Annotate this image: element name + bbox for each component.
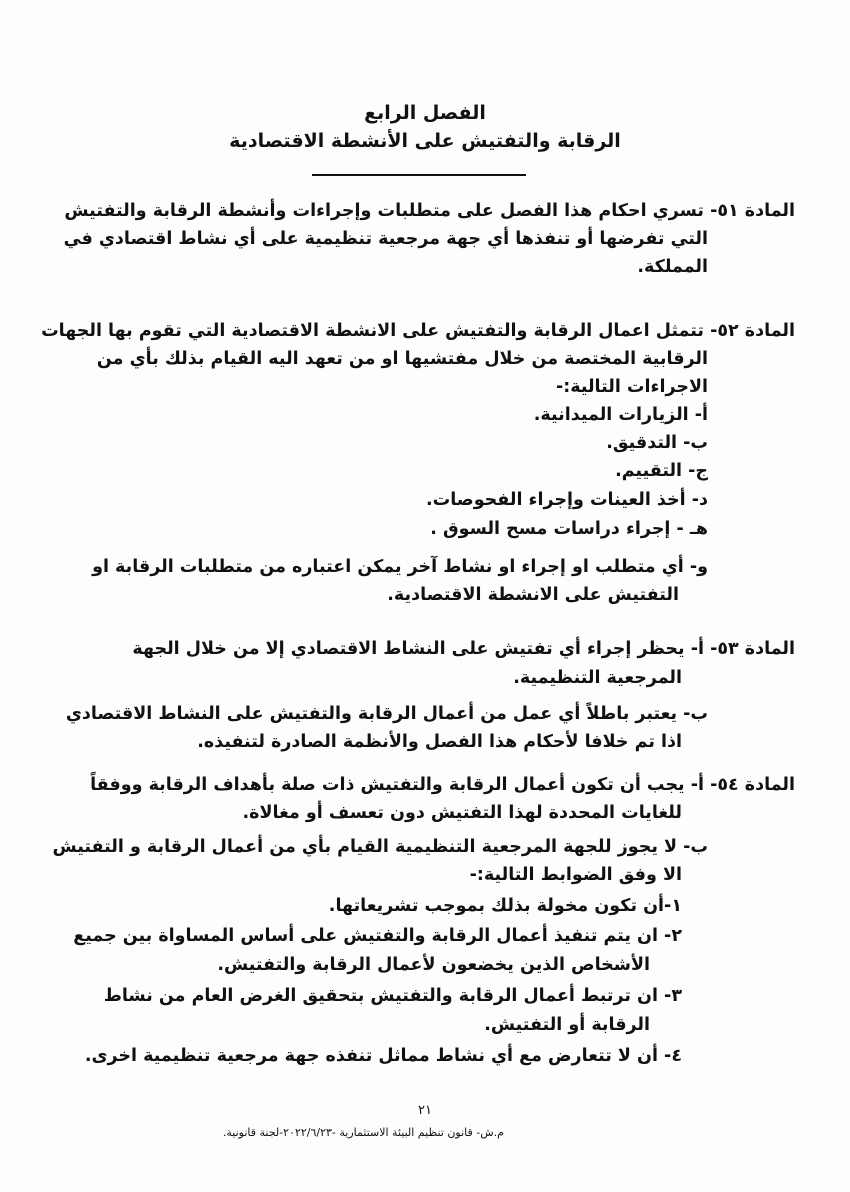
article-52-item-b: ب- التدقيق. bbox=[606, 433, 708, 453]
article-53-item-b-line-2: اذا تم خلافا لأحكام هذا الفصل والأنظمة الصادرة لتنفيذه. bbox=[197, 732, 682, 752]
page-number: ٢١ bbox=[418, 1103, 432, 1118]
article-52-item-e: هـ - إجراء دراسات مسح السوق . bbox=[430, 519, 708, 539]
article-52-line-2: الرقابية المختصة من خلال مفتشيها او من تعهد اليه القيام بذلك بأي من bbox=[96, 349, 708, 369]
article-54-item-b-line-2: الا وفق الضوابط التالية:- bbox=[469, 865, 682, 885]
article-52-item-d: د- أخذ العينات وإجراء الفحوصات. bbox=[425, 490, 708, 510]
article-54-item-4: ٤- أن لا تتعارض مع أي نشاط مماثل تنفذه جهة مرجعية تنظيمية اخرى. bbox=[84, 1046, 682, 1066]
article-52-item-a: أ- الزيارات الميدانية. bbox=[533, 405, 708, 425]
article-54-item-b-line-1: ب- لا يجوز للجهة المرجعية التنظيمية القيام بأي من أعمال الرقابة و التفتيش bbox=[52, 837, 708, 857]
chapter-subtitle: الرقابة والتفتيش على الأنشطة الاقتصادية bbox=[229, 130, 621, 152]
article-54-item-2-line-2: الأشخاص الذين يخضعون لأعمال الرقابة والتفتيش. bbox=[217, 955, 650, 975]
article-54-item-1: ١-أن تكون مخولة بذلك بموجب تشريعاتها. bbox=[328, 896, 682, 916]
article-53-line-2: المرجعية التنظيمية. bbox=[513, 668, 682, 688]
article-52-item-c: ج- التقييم. bbox=[615, 461, 708, 481]
article-52-item-f-line-2: التفتيش على الانشطة الاقتصادية. bbox=[387, 585, 679, 605]
article-54-item-3-line-2: الرقابة أو التفتيش. bbox=[484, 1015, 650, 1035]
chapter-title: الفصل الرابع bbox=[364, 102, 486, 124]
footer-note: م.ش- قانون تنظيم البيئة الاستثمارية -٢٠٢٢/٦/٢٣-لجنة قانونية. bbox=[222, 1126, 504, 1139]
article-51-line-2: التي تفرضها أو تنفذها أي جهة مرجعية تنظيمية على أي نشاط اقتصادي في bbox=[63, 229, 708, 249]
article-54-line-2: للغايات المحددة لهذا التفتيش دون تعسف أو مغالاة. bbox=[242, 803, 682, 823]
article-52-line-1: المادة ٥٢- تتمثل اعمال الرقابة والتفتيش على الانشطة الاقتصادية التي تقوم بها الجهات bbox=[41, 321, 795, 341]
article-51-line-3: المملكة. bbox=[637, 257, 708, 277]
article-52-line-3: الاجراءات التالية:- bbox=[555, 377, 708, 397]
article-54-item-3-line-1: ٣- ان ترتبط أعمال الرقابة والتفتيش بتحقيق الغرض العام من نشاط bbox=[103, 986, 682, 1006]
article-51-line-1: المادة ٥١- تسري احكام هذا الفصل على متطلبات وإجراءات وأنشطة الرقابة والتفتيش bbox=[64, 201, 795, 221]
article-53-item-b-line-1: ب- يعتبر باطلاً أي عمل من أعمال الرقابة والتفتيش على النشاط الاقتصادي bbox=[65, 704, 708, 724]
article-54-item-2-line-1: ٢- ان يتم تنفيذ أعمال الرقابة والتفتيش على أساس المساواة بين جميع bbox=[73, 926, 682, 946]
article-54-line-1: المادة ٥٤- أ- يجب أن تكون أعمال الرقابة والتفتيش ذات صلة بأهداف الرقابة ووفقاً bbox=[90, 775, 795, 795]
title-underline bbox=[312, 174, 526, 176]
article-52-item-f-line-1: و- أي متطلب او إجراء او نشاط آخر يمكن اعتباره من متطلبات الرقابة او bbox=[92, 557, 708, 577]
article-53-line-1: المادة ٥٣- أ- يحظر إجراء أي تفتيش على النشاط الاقتصادي إلا من خلال الجهة bbox=[132, 639, 795, 659]
